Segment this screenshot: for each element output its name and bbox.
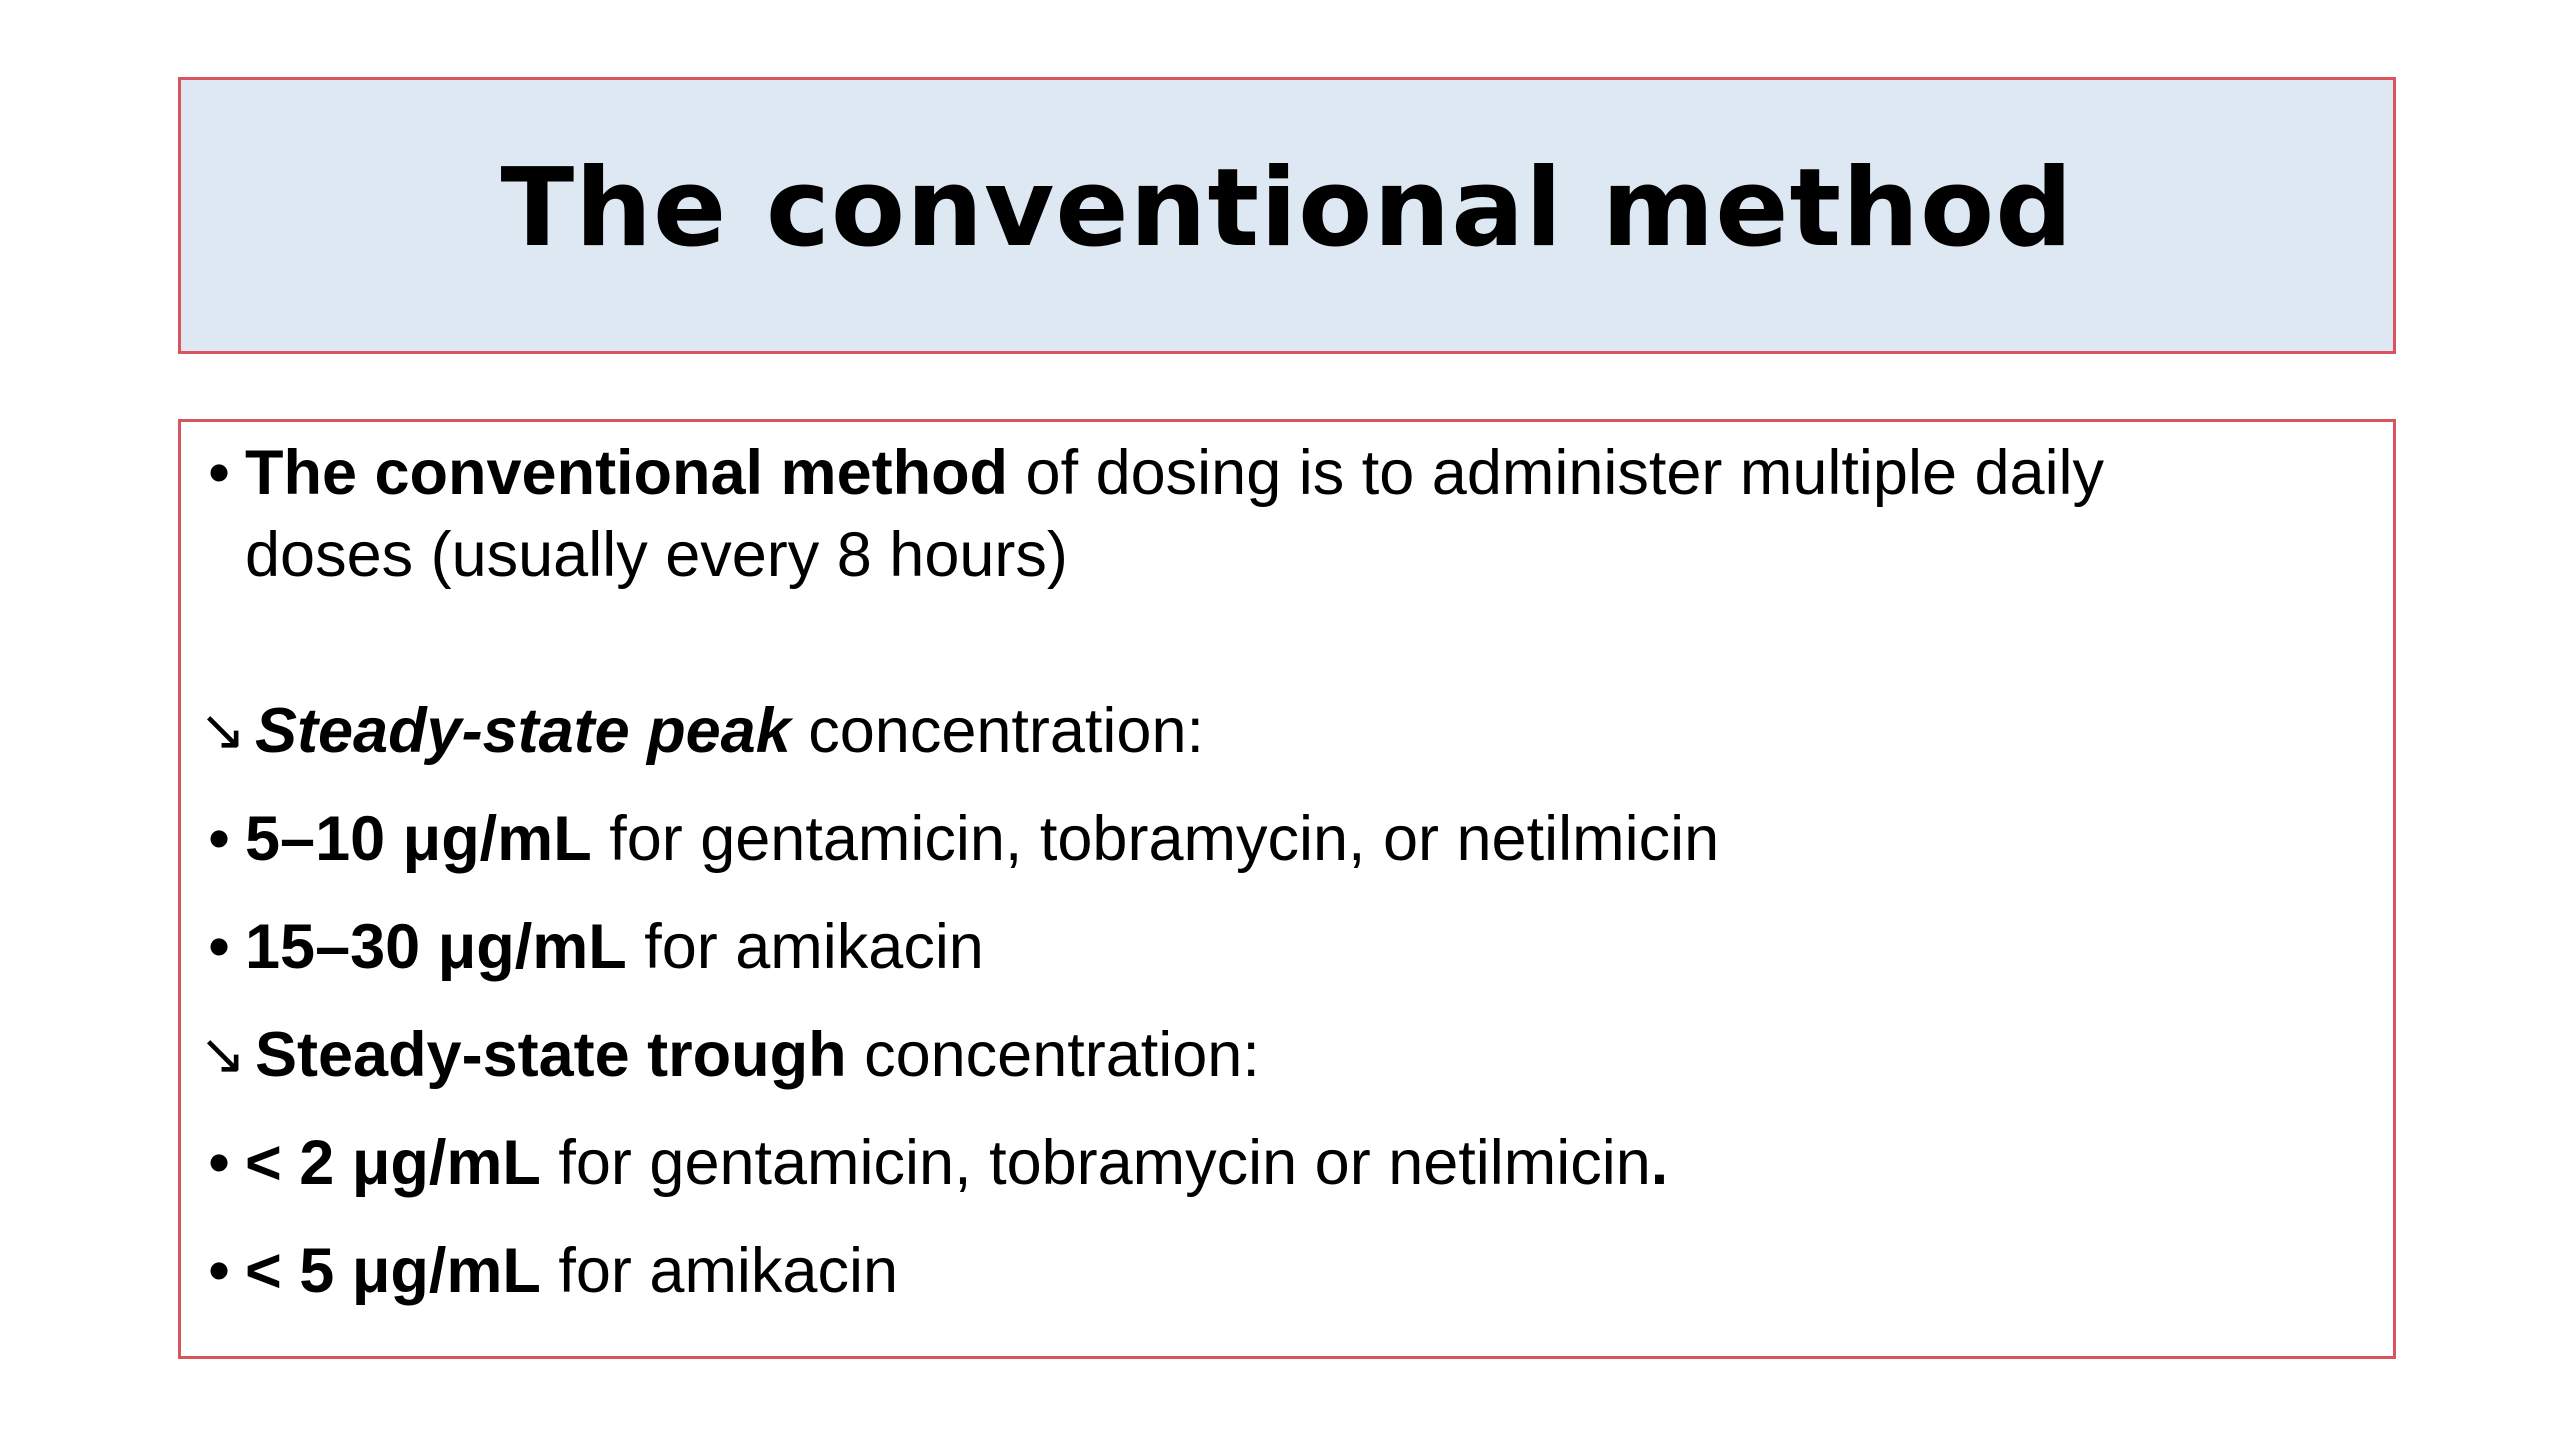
list-item-bold-end: . [1650, 1128, 1669, 1198]
list-item-text [245, 798, 1719, 880]
bullet-icon: • [207, 1128, 231, 1198]
list-item-rest: for amikacin [540, 1236, 898, 1306]
intro-bold-text: The conventional method [245, 438, 1009, 508]
title-box [178, 77, 2396, 354]
list-item-rest: for gentamicin, tobramycin, or netilmicin [591, 804, 1720, 874]
arrow-down-right-icon: ↘ [199, 1022, 246, 1087]
list-item-text [245, 906, 984, 988]
intro-rest-text: of dosing is to administer multiple daily [1008, 438, 2105, 508]
list-item-bold: < 5 μg/mL [245, 1236, 541, 1306]
peak-heading-bold: Steady-state peak [255, 696, 791, 766]
list-item-bold: < 2 μg/mL [245, 1128, 541, 1198]
list-item-bold: 15–30 μg/mL [245, 912, 627, 982]
arrow-down-right-icon: ↘ [199, 698, 246, 763]
list-item-rest: for amikacin [626, 912, 984, 982]
content-box [178, 419, 2396, 1359]
list-item-text [245, 1122, 1668, 1204]
slide-title: The conventional method [500, 146, 2074, 271]
trough-heading-rest: concentration: [846, 1020, 1260, 1090]
list-item-bold: 5–10 μg/mL [245, 804, 592, 874]
bullet-icon: • [207, 438, 231, 508]
trough-heading-text [255, 1014, 1260, 1096]
bullet-icon: • [207, 912, 231, 982]
list-item-rest: for gentamicin, tobramycin or netilmicin [540, 1128, 1651, 1198]
bullet-icon: • [207, 1236, 231, 1306]
intro-line-2-text: doses (usually every 8 hours) [245, 520, 1068, 590]
intro-text [245, 432, 2104, 514]
peak-heading-text [255, 690, 1204, 772]
list-item-text [245, 1230, 898, 1312]
bullet-icon: • [207, 804, 231, 874]
trough-heading-bold: Steady-state trough [255, 1020, 847, 1090]
peak-heading-rest: concentration: [790, 696, 1205, 766]
